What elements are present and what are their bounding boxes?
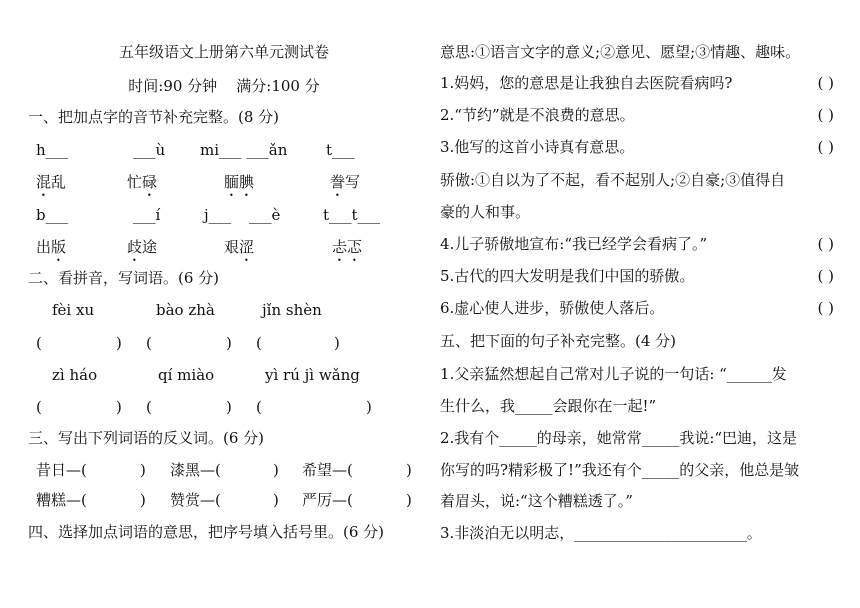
antonym-zanshang: 赞赏—(	[170, 491, 221, 509]
answer-paren[interactable]: ( )	[817, 299, 834, 317]
section3-row2	[28, 490, 420, 510]
answer-box-close[interactable]: )	[273, 461, 279, 479]
answer-box-close[interactable]: )	[334, 334, 340, 352]
pinyin-blank[interactable]: h___	[36, 141, 69, 159]
answer-box-open[interactable]: (	[36, 334, 42, 352]
answer-box-close[interactable]: )	[140, 461, 146, 479]
pinyin-feixu: fèi xu	[52, 301, 95, 319]
section2-pinyin-row2	[28, 365, 420, 385]
pinyin-blank[interactable]: ___ù	[133, 141, 166, 159]
section5-heading: 五、把下面的句子补充完整。(4 分)	[440, 332, 677, 350]
question-text: 6.虚心使人进步，骄傲使人落后。	[440, 299, 665, 317]
section2-pinyin-row1	[28, 300, 420, 320]
word-qitu: 歧途	[127, 238, 158, 256]
pinyin-blank[interactable]: ___è	[249, 206, 281, 224]
answer-box-open[interactable]: (	[256, 398, 262, 416]
question-text: 5.古代的四大发明是我们中国的骄傲。	[440, 267, 695, 285]
meaning-jiaoao-line1: 骄傲:①自以为了不起，看不起别人;②自豪;③值得自	[440, 171, 786, 189]
answer-box-close[interactable]: )	[116, 398, 122, 416]
question-1	[440, 73, 840, 93]
pinyin-blank[interactable]: j___	[204, 206, 232, 224]
section1-words-row1	[28, 172, 420, 192]
sentence-2-line3: 着眉头，说:“这个糟糕透了。”	[440, 492, 633, 510]
section2-boxes-row1	[28, 333, 420, 353]
question-4	[440, 234, 840, 254]
antonym-zaogao: 糟糕—(	[36, 491, 87, 509]
pinyin-blank[interactable]: t___	[326, 141, 355, 159]
section1-pinyin-row2	[28, 205, 420, 225]
section1-heading: 一、把加点字的音节补充完整。(8 分)	[28, 108, 280, 126]
answer-box-close[interactable]: )	[116, 334, 122, 352]
section3-heading: 三、写出下列词语的反义词。(6 分)	[28, 429, 265, 447]
pinyin-blank[interactable]: t___t___	[323, 206, 381, 224]
answer-box-open[interactable]: (	[146, 398, 152, 416]
answer-paren[interactable]: ( )	[817, 235, 834, 253]
question-3	[440, 137, 840, 157]
sentence-3[interactable]: 3.非淡泊无以明志，_______________________。	[440, 524, 762, 542]
answer-box-close[interactable]: )	[406, 491, 412, 509]
word-jianse: 艰涩	[224, 238, 255, 256]
sentence-2-line1[interactable]: 2.我有个_____的母亲，她常常_____我说:“巴迪，这是	[440, 429, 798, 447]
answer-box-close[interactable]: )	[226, 398, 232, 416]
pinyin-baozha: bào zhà	[156, 301, 215, 319]
section3-row1	[28, 460, 420, 480]
question-6	[440, 298, 840, 318]
sentence-2-line2[interactable]: 你写的吗?精彩极了!”我还有个_____的父亲，他总是皱	[440, 461, 800, 479]
section4-heading: 四、选择加点词语的意思，把序号填入括号里。(6 分)	[28, 523, 385, 541]
answer-paren[interactable]: ( )	[817, 106, 834, 124]
antonym-qihei: 漆黑—(	[170, 461, 221, 479]
section2-boxes-row2	[28, 397, 420, 417]
section1-pinyin-row1	[28, 140, 420, 160]
antonym-xiwang: 希望—(	[302, 461, 353, 479]
answer-paren[interactable]: ( )	[817, 267, 834, 285]
pinyin-zihao: zì háo	[52, 366, 98, 384]
pinyin-blank[interactable]: b___	[36, 206, 69, 224]
question-text: 1.妈妈，您的意思是让我独自去医院看病吗?	[440, 74, 733, 92]
answer-box-open[interactable]: (	[36, 398, 42, 416]
pinyin-blank[interactable]: ___í	[133, 206, 161, 224]
word-chuban: 出版	[36, 238, 67, 256]
answer-box-open[interactable]: (	[256, 334, 262, 352]
answer-box-close[interactable]: )	[140, 491, 146, 509]
answer-box-close[interactable]: )	[406, 461, 412, 479]
pinyin-qimiao: qí miào	[158, 366, 215, 384]
answer-box-close[interactable]: )	[366, 398, 372, 416]
sentence-1-line2[interactable]: 生什么，我_____会跟你在一起!”	[440, 397, 657, 415]
answer-paren[interactable]: ( )	[817, 138, 834, 156]
answer-box-close[interactable]: )	[273, 491, 279, 509]
pinyin-blank[interactable]: mi___ ___ǎn	[200, 141, 288, 159]
answer-box-open[interactable]: (	[146, 334, 152, 352]
word-hunluan: 混乱	[36, 173, 67, 191]
section1-words-row2	[28, 237, 420, 257]
meaning-jiaoao-line2: 豪的人和事。	[440, 203, 531, 221]
question-text: 2.“节约”就是不浪费的意思。	[440, 106, 635, 124]
question-text: 3.他写的这首小诗真有意思。	[440, 138, 635, 156]
section2-heading: 二、看拼音，写词语。(6 分)	[28, 269, 220, 287]
sentence-1-line1[interactable]: 1.父亲猛然想起自己常对儿子说的一句话: “______发	[440, 365, 787, 383]
exam-meta	[28, 76, 420, 96]
word-tengxie: 誊写	[330, 173, 361, 191]
pinyin-yirujiwang: yì rú jì wǎng	[265, 366, 360, 384]
answer-box-close[interactable]: )	[226, 334, 232, 352]
question-5	[440, 266, 840, 286]
word-manglu: 忙碌	[127, 173, 158, 191]
question-text: 4.儿子骄傲地宣布:“我已经学会看病了。”	[440, 235, 708, 253]
word-tante: 忐忑	[332, 238, 363, 256]
exam-title: 五年级语文上册第六单元测试卷	[118, 43, 329, 61]
pinyin-jinshen: jǐn shèn	[262, 301, 322, 319]
antonym-yanli: 严厉—(	[302, 491, 353, 509]
meaning-yisi: 意思:①语言文字的意义;②意见、愿望;③情趣、趣味。	[440, 43, 801, 61]
antonym-xiri: 昔日—(	[36, 461, 87, 479]
question-2	[440, 105, 840, 125]
full-score: 满分:100 分	[236, 77, 320, 95]
answer-paren[interactable]: ( )	[817, 74, 834, 92]
word-miantian: 腼腆	[224, 173, 255, 191]
time-limit: 时间:90 分钟	[128, 77, 218, 95]
